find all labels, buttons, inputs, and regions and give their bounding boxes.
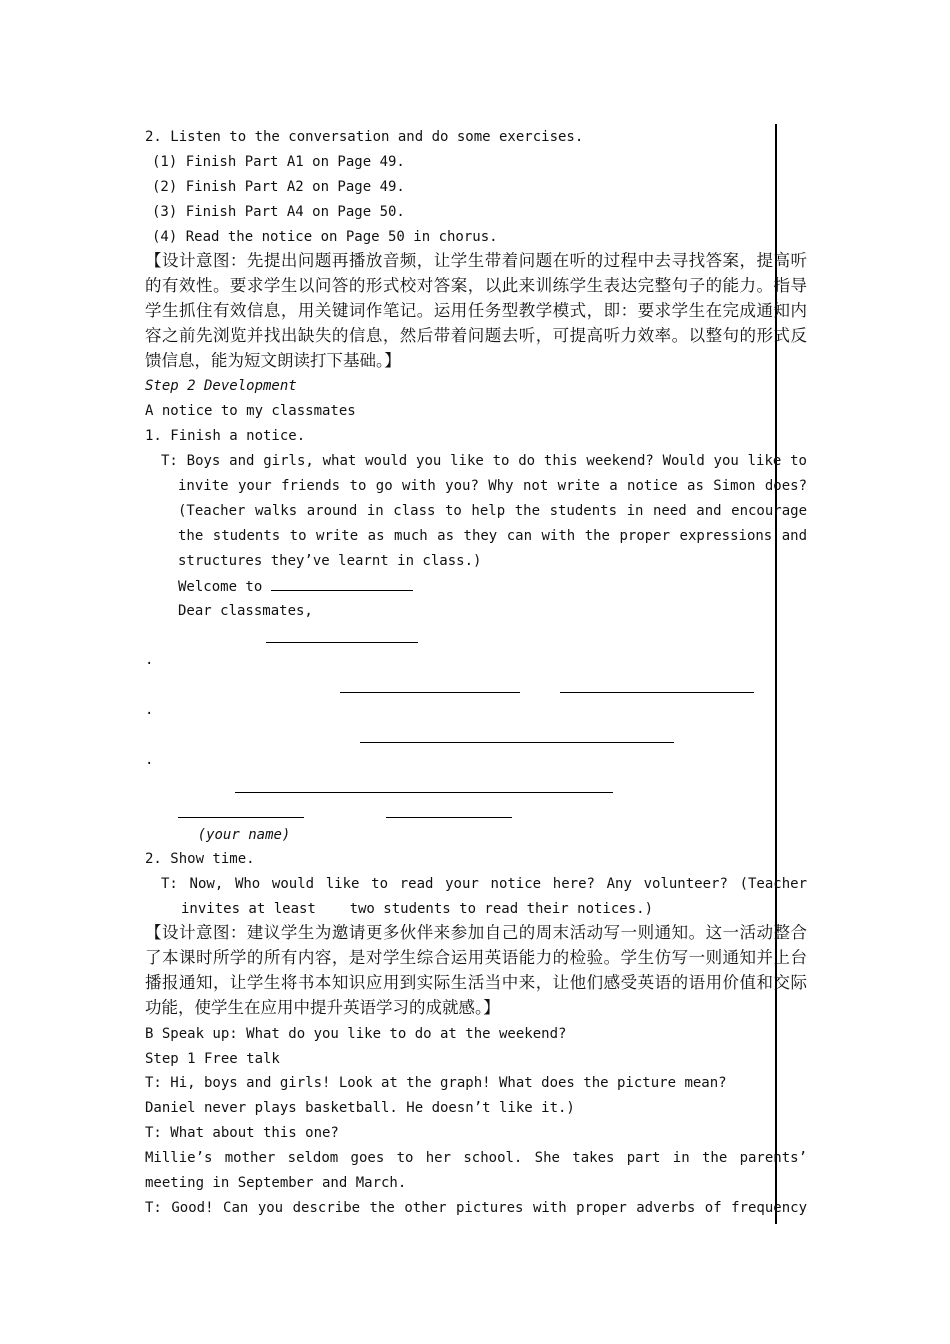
design-note-2-line: 了本课时所学的所有内容，是对学生综合运用英语能力的检验。学生仿写一则通知并上台: [145, 948, 807, 967]
listen-item-2: (2) Finish Part A2 on Page 49.: [152, 179, 405, 195]
design-note-2-line: 播报通知，让学生将书本知识应用到实际生活当中来，让他们感受英语的语用价值和交际: [145, 973, 807, 992]
task2-title: 2. Show time.: [145, 851, 255, 867]
listen-heading: 2. Listen to the conversation and do some exercises.: [145, 129, 584, 145]
blank-field[interactable]: [271, 575, 413, 591]
blank-field[interactable]: [386, 802, 512, 818]
notice-signature: (your name): [178, 824, 310, 846]
step2-title: Step 2 Development: [145, 378, 297, 394]
design-note-1-line: 【设计意图：先提出问题再播放音频，让学生带着问题在听的过程中去寻找答案，提高听: [145, 251, 807, 270]
blank-field[interactable]: [266, 627, 418, 643]
notice-signature-line: [178, 824, 807, 846]
dialogue-line: T: What about this one?: [145, 1125, 339, 1141]
section-b-title: B Speak up: What do you like to do at the weekend?: [145, 1026, 567, 1042]
design-note-1-line: 馈信息，能为短文朗读打下基础。】: [145, 351, 401, 370]
blank-field[interactable]: [340, 677, 520, 693]
notice-welcome: [178, 575, 807, 597]
teacher-line: structures they’ve learnt in class.): [178, 553, 482, 569]
blank-field[interactable]: [560, 677, 754, 693]
period-mark: .: [145, 752, 154, 768]
blank-field[interactable]: [360, 727, 674, 743]
step1-title: Step 1 Free talk: [145, 1051, 280, 1067]
dialogue-line: Millie’s mother seldom goes to her school. She takes part in the parents’: [145, 1150, 807, 1166]
show-line: invites at least two students to read their notices.): [181, 901, 654, 917]
notice-like-line: [178, 624, 807, 646]
teacher-line: (Teacher walks around in class to help the students in need and encourage: [178, 503, 807, 519]
notice-go-line: [178, 724, 807, 746]
blank-field[interactable]: [178, 802, 304, 818]
blank-field[interactable]: [235, 777, 613, 793]
teacher-line: T: Boys and girls, what would you like to do this weekend? Would you like to: [161, 453, 807, 469]
listen-item-4: (4) Read the notice on Page 50 in chorus.: [152, 229, 498, 245]
design-note-1-line: 容之前先浏览并找出缺失的信息，然后带着问题去听，可提高听力效率。以整句的形式反: [145, 326, 807, 345]
listen-item-3: (3) Finish Part A4 on Page 50.: [152, 204, 405, 220]
teacher-line: the students to write as much as they can with the proper expressions and: [178, 528, 807, 544]
design-note-1-line: 学生抓住有效信息，用关键词作笔记。运用任务型教学模式，即：要求学生在完成通知内: [145, 301, 807, 320]
dialogue-line: meeting in September and March.: [145, 1175, 407, 1191]
design-note-1-line: 的有效性。要求学生以问答的形式校对答案，以此来训练学生表达完整句子的能力。指导: [145, 276, 807, 295]
design-note-2-line: 【设计意图：建议学生为邀请更多伙伴来参加自己的周末活动写一则通知。这一活动整合: [145, 923, 807, 942]
task1-title: 1. Finish a notice.: [145, 428, 306, 444]
design-note-2-line: 功能，使学生在应用中提升英语学习的成就感。】: [145, 998, 500, 1017]
notice-plan-line: [178, 674, 807, 696]
period-mark: .: [145, 702, 154, 718]
teacher-line: invite your friends to go with you? Why not write a notice as Simon does?: [178, 478, 807, 494]
notice-welcome-text: Welcome to: [178, 579, 263, 595]
notice-trip-line: [178, 799, 807, 821]
notice-greeting: Dear classmates,: [178, 603, 313, 619]
dialogue-line: Daniel never plays basketball. He doesn’t like it.): [145, 1100, 575, 1116]
notice-hope-line: [178, 774, 807, 796]
section-a-title: A notice to my classmates: [145, 403, 356, 419]
dialogue-line: T: Good! Can you describe the other pictures with proper adverbs of frequency: [145, 1200, 807, 1216]
dialogue-line: T: Hi, boys and girls! Look at the graph! What does the picture mean?: [145, 1075, 727, 1091]
period-mark: .: [145, 652, 154, 668]
listen-item-1: (1) Finish Part A1 on Page 49.: [152, 154, 405, 170]
show-line: T: Now, Who would like to read your notice here? Any volunteer? (Teacher: [161, 876, 807, 892]
